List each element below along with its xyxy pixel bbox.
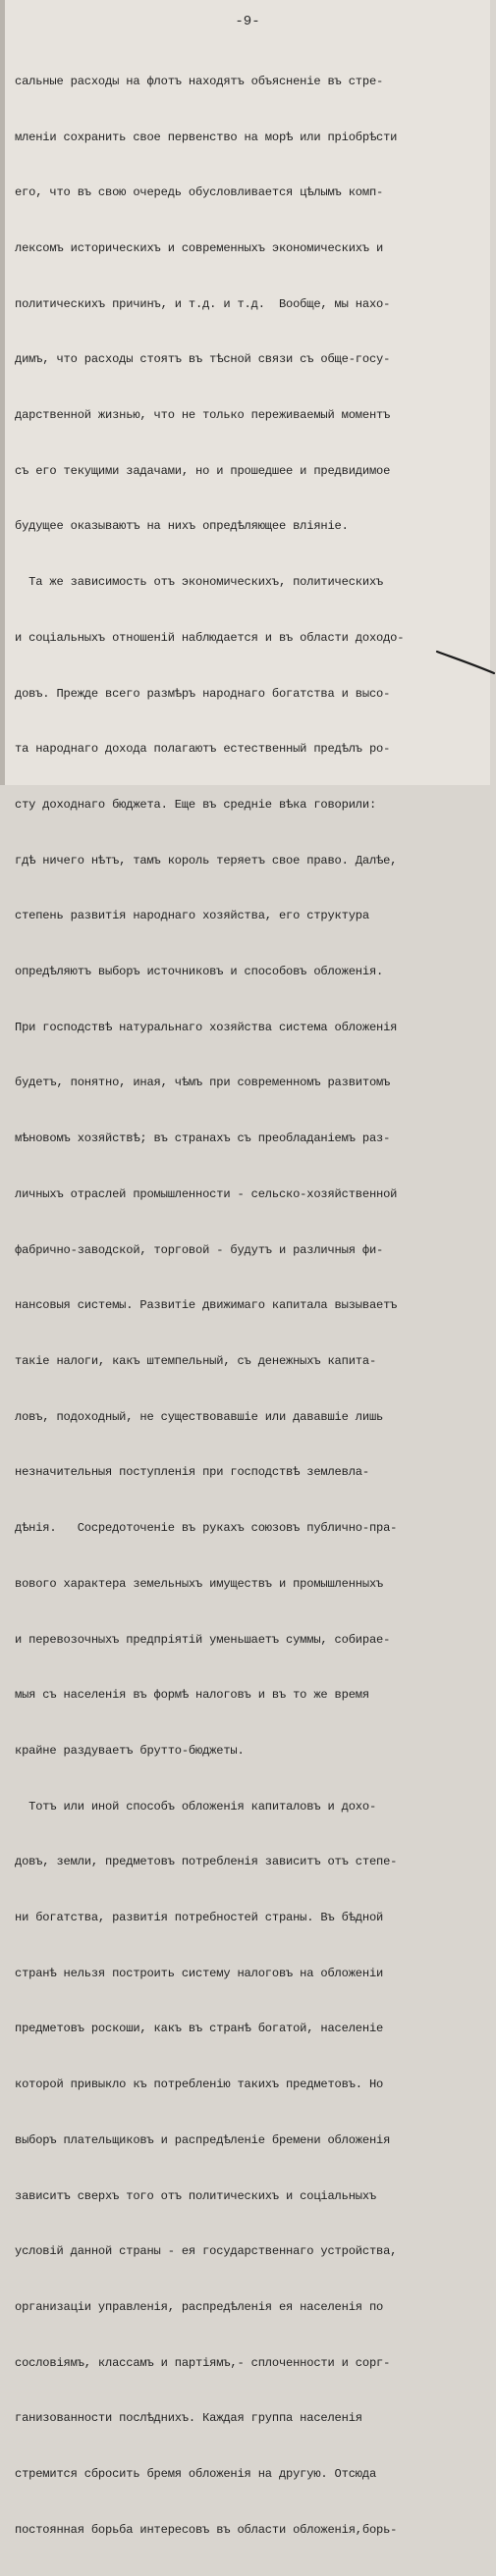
text-line: довъ, земли, предметовъ потребленія зависитъ отъ степе- xyxy=(15,1855,398,1869)
text-line: личныхъ отраслей промышленности - сельско-хозяйственной xyxy=(15,1186,398,1201)
text-line: крайне раздуваетъ брутто-бюджеты. xyxy=(15,1743,245,1758)
text-line: его, что въ свою очередь обусловливается цѣлымъ комп- xyxy=(15,185,384,200)
text-line: будущее оказываютъ на нихъ опредѣляющее вліяніе. xyxy=(15,519,349,534)
text-line: странѣ нельзя построить систему налоговъ на обложеніи xyxy=(15,1966,384,1980)
page-number: -9- xyxy=(235,14,260,29)
text-line: ни богатства, развитія потребностей страны. Въ бѣдной xyxy=(15,1911,384,1925)
text-line: организаціи управленія, распредѣленія ея населенія по xyxy=(15,2299,384,2314)
text-line: выборъ плательщиковъ и распредѣленіе бремени обложенія xyxy=(15,2132,391,2147)
text-line: политическихъ причинъ, и т.д. и т.д. Вообще, мы нахо- xyxy=(15,296,391,311)
text-line: сту доходнаго бюджета. Еще въ средніе вѣка говорили: xyxy=(15,797,377,812)
text-line: которой привыкло къ потребленію такихъ предметовъ. Но xyxy=(15,2077,384,2092)
text-line: вового характера земельныхъ имуществъ и промышленныхъ xyxy=(15,1576,384,1591)
text-line: нансовыя системы. Развитіе движимаго капитала вызываетъ xyxy=(15,1298,398,1313)
text-line: зависитъ сверхъ того отъ политическихъ и соціальныхъ xyxy=(15,2188,377,2203)
text-line: сальные расходы на флотъ находятъ объясненіе въ стре- xyxy=(15,74,384,88)
text-line: При господствѣ натуральнаго хозяйства система обложенія xyxy=(15,1020,398,1034)
text-line: незначительныя поступленія при господствѣ землевла- xyxy=(15,1465,369,1480)
text-line: Тотъ или иной способъ обложенія капиталовъ и дохо- xyxy=(15,1799,377,1814)
text-line: и соціальныхъ отношеній наблюдается и въ области доходо- xyxy=(15,630,405,645)
text-line: та народнаго дохода полагаютъ естественный предѣлъ ро- xyxy=(15,742,391,757)
text-line: и перевозочныхъ предпріятій уменьшаетъ суммы, собирае- xyxy=(15,1632,391,1647)
text-line: съ его текущими задачами, но и прошедшее и предвидимое xyxy=(15,463,391,478)
text-line: мыя съ населенія въ формѣ налоговъ и въ то же время xyxy=(15,1688,369,1703)
text-line: фабрично-заводской, торговой - будутъ и различныя фи- xyxy=(15,1242,384,1257)
text-line: предметовъ роскоши, какъ въ странѣ богатой, населеніе xyxy=(15,2022,384,2036)
text-line: димъ, что расходы стоятъ въ тѣсной связи съ обще-госу- xyxy=(15,352,391,367)
text-line: довъ. Прежде всего размѣръ народнаго богатства и высо- xyxy=(15,686,391,701)
text-line: такіе налоги, какъ штемпельный, съ денежныхъ капита- xyxy=(15,1353,377,1368)
text-line: условій данной страны - ея государственнаго устройства, xyxy=(15,2244,398,2259)
text-line: дарственной жизнью, что не только переживаемый моментъ xyxy=(15,408,391,423)
text-line: Та же зависимость отъ экономическихъ, политическихъ xyxy=(15,575,384,590)
text-line: дѣнія. Сосредоточеніе въ рукахъ союзовъ публично-пра- xyxy=(15,1521,398,1536)
text-line: сословіямъ, классамъ и партіямъ,- сплоченности и сорг- xyxy=(15,2355,391,2370)
text-line: ганизованности послѣднихъ. Каждая группа населенія xyxy=(15,2411,362,2426)
pencil-mark-icon xyxy=(435,648,496,675)
text-line: гдѣ ничего нѣтъ, тамъ король теряетъ свое право. Далѣе, xyxy=(15,853,398,867)
text-line: лексомъ историческихъ и современныхъ экономическихъ и xyxy=(15,240,384,255)
text-line: опредѣляютъ выборъ источниковъ и способовъ обложенія. xyxy=(15,965,384,979)
text-line: стремится сбросить бремя обложенія на другую. Отсюда xyxy=(15,2467,377,2482)
text-line: мѣновомъ хозяйствѣ; въ странахъ съ преобладаніемъ раз- xyxy=(15,1131,391,1146)
body-text xyxy=(15,35,492,2576)
text-line: ловъ, подоходный, не существовавшіе или дававшіе лишь xyxy=(15,1409,384,1424)
text-line: будетъ, понятно, иная, чѣмъ при современномъ развитомъ xyxy=(15,1076,391,1090)
text-line: мленіи сохранить свое первенство на морѣ или пріобрѣсти xyxy=(15,130,398,144)
text-line: степень развитія народнаго хозяйства, его структура xyxy=(15,909,369,923)
text-line: постоянная борьба интересовъ въ области обложенія,борь- xyxy=(15,2522,398,2537)
